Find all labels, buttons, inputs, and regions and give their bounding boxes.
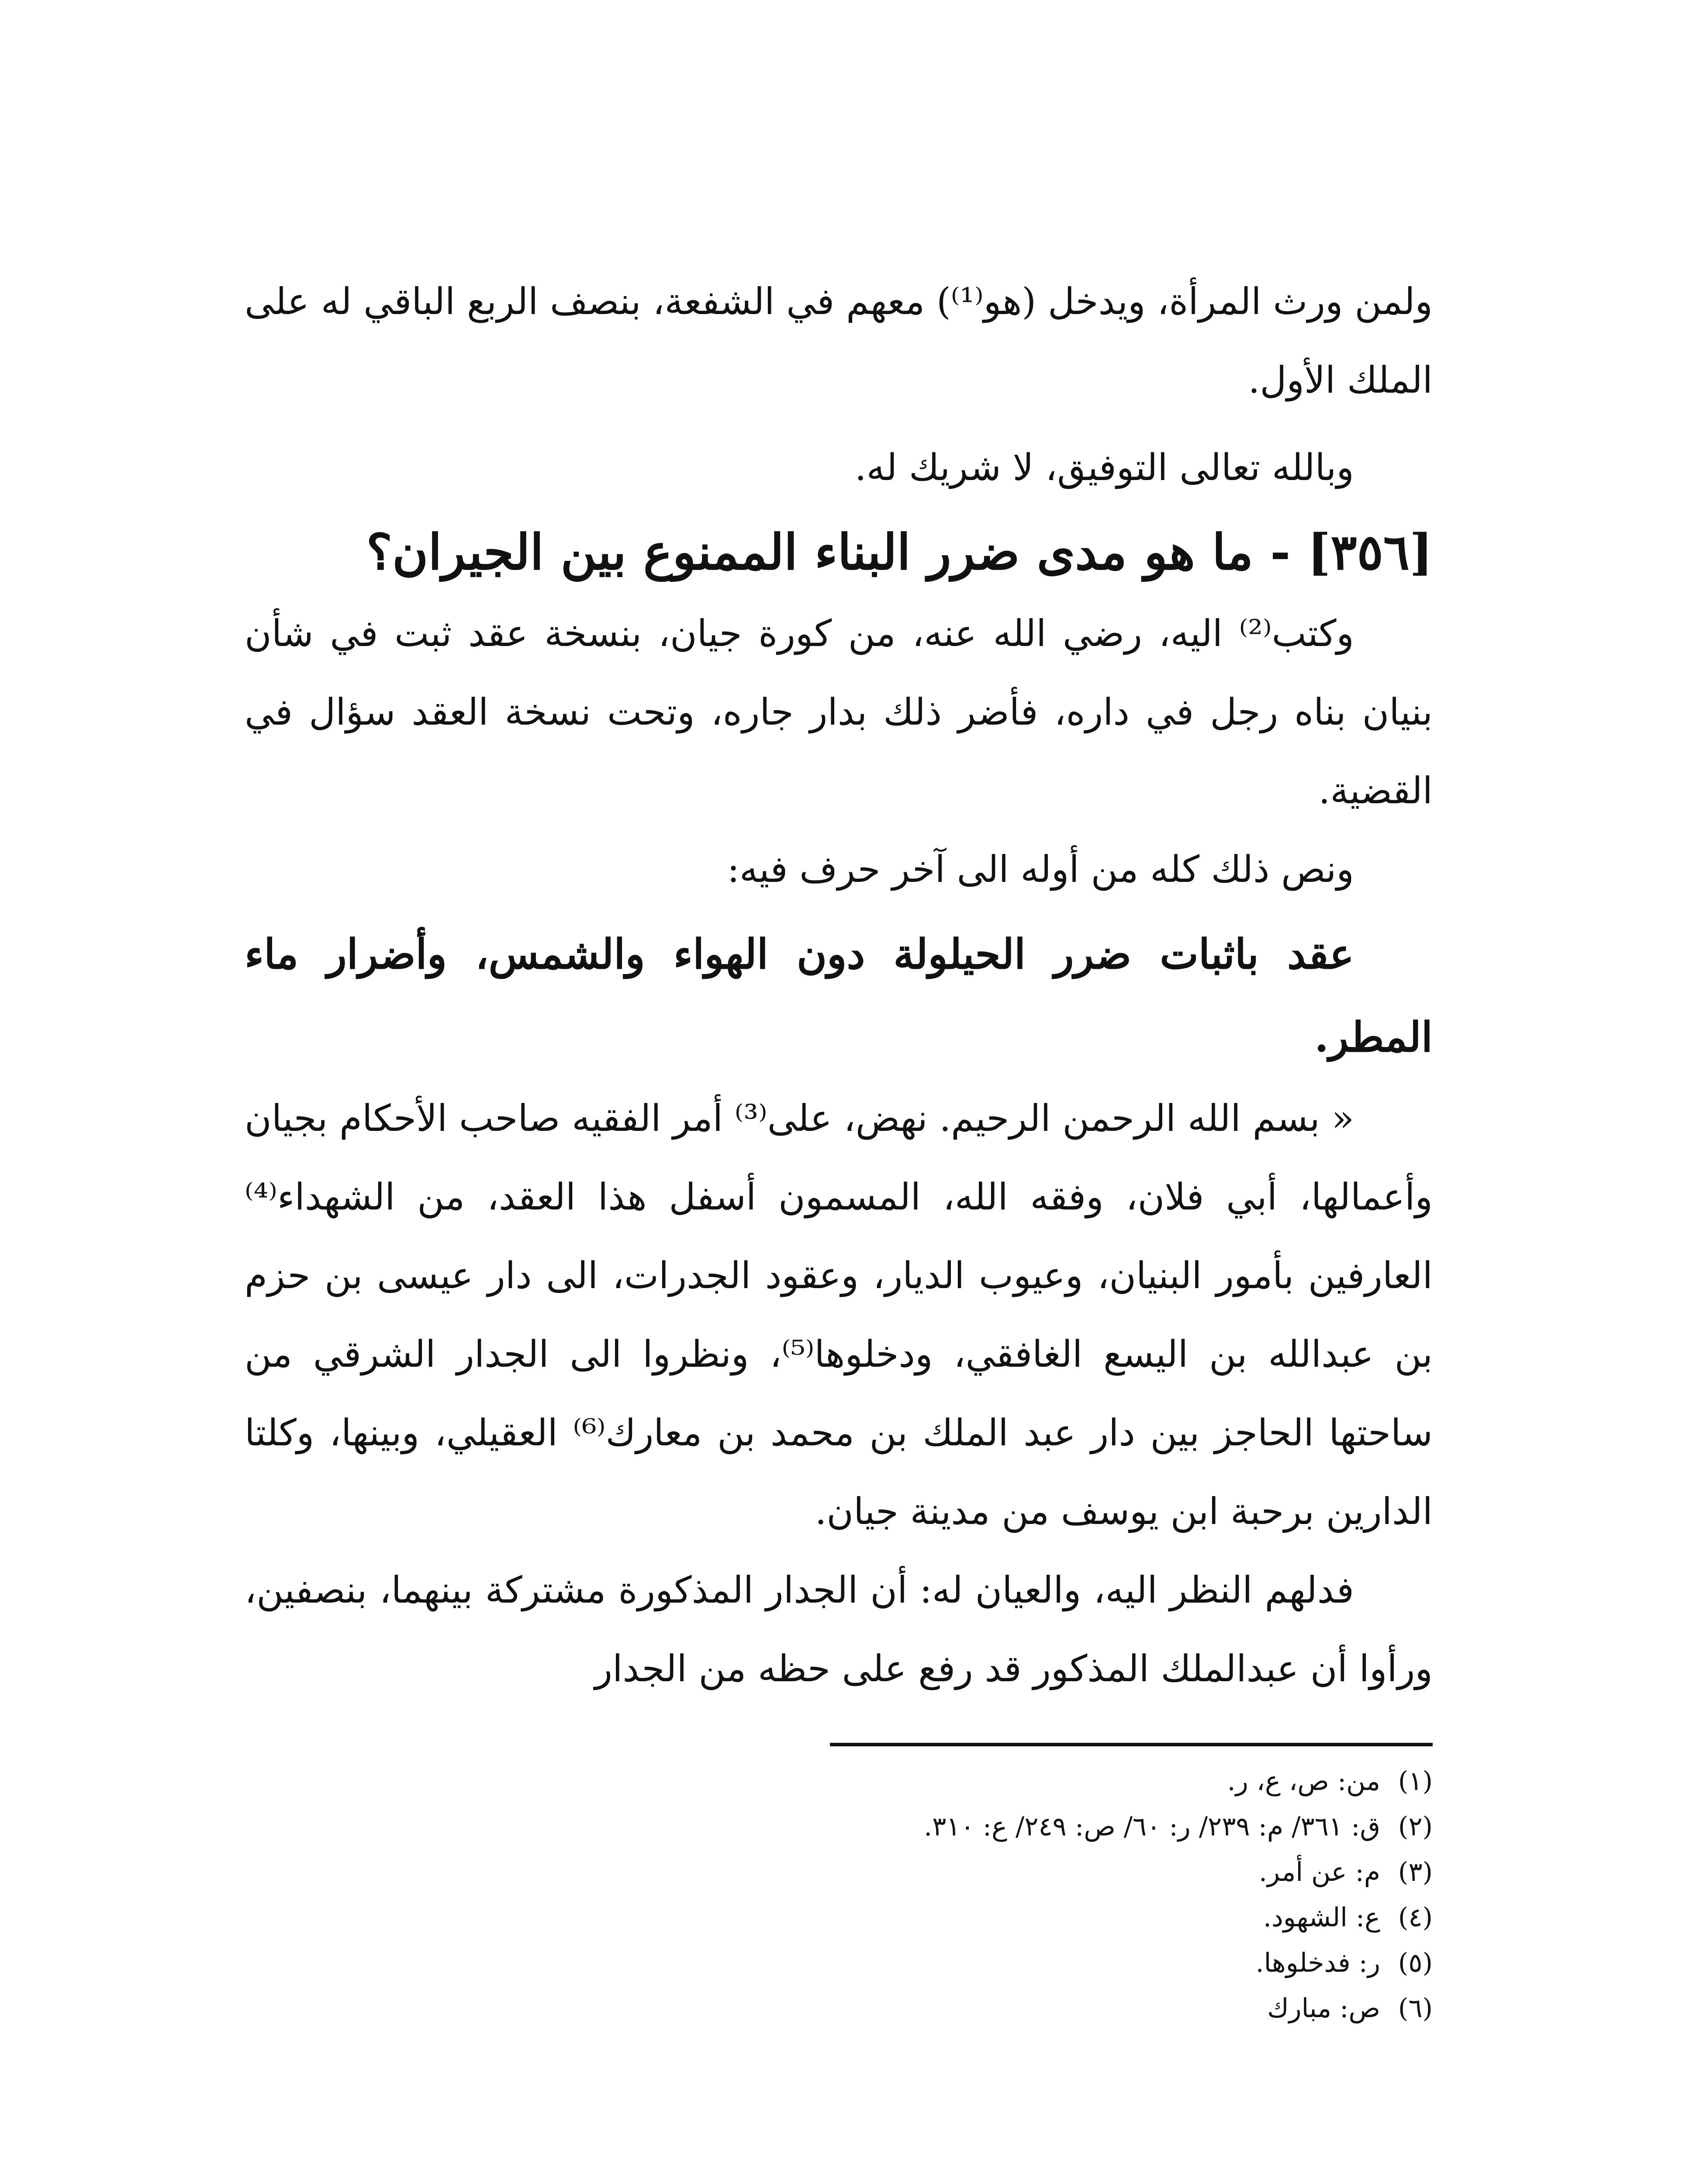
deed-title: عقد باثبات ضرر الحيلولة دون الهواء والشمس، وأضرار ماء المطر. bbox=[245, 930, 1433, 1061]
footnote-text: ص: مبارك bbox=[1267, 1993, 1380, 2024]
deed-body-paragraph: « بسم الله الرحمن الرحيم. نهض، على⁽³⁾ أمر الفقيه صاحب الأحكام بجيان وأعمالها، أبي فلان، وفقه الله، المسمون أسفل هذا العقد، من الشهداء⁽⁴⁾ العارفين بأمور البنيان، وعيوب الديار، وعقود الجدرات، الى دار عيسى بن حزم بن عبدالله بن اليسع الغافقي، ودخلوها⁽⁵⁾، ونظروا الى الجدار الشرقي من ساحتها الحاجز بين دار عبد الملك بن محمد بن معارك⁽⁶⁾ العقيلي، وبينها، وكلتا الدارين برحبة ابن يوسف من مدينة جيان. bbox=[245, 1097, 1433, 1533]
book-page bbox=[245, 262, 1433, 2184]
footnote-6 bbox=[245, 1986, 1433, 2031]
footnote-text: ر: فدخلوها. bbox=[1255, 1948, 1380, 1978]
footnote-number: (٥) bbox=[1398, 1948, 1433, 1978]
footnote-2 bbox=[245, 1804, 1433, 1849]
footnote-4 bbox=[245, 1895, 1433, 1940]
footnote-separator bbox=[830, 1743, 1433, 1746]
footnote-5 bbox=[245, 1940, 1433, 1986]
closing-invocation: وبالله تعالى التوفيق، لا شريك له. bbox=[854, 446, 1354, 489]
finding-paragraph: فدلهم النظر اليه، والعيان له: أن الجدار المذكورة مشتركة بينهما، بنصفين، ورأوا أن عبدالملك المذكور قد رفع على حظه من الجدار bbox=[245, 1569, 1433, 1690]
footnote-number: (٤) bbox=[1398, 1902, 1433, 1933]
footnote-text: ع: الشهود. bbox=[1263, 1902, 1380, 1933]
footnote-number: (٦) bbox=[1398, 1993, 1433, 2024]
footnote-1 bbox=[245, 1759, 1433, 1804]
footnote-number: (١) bbox=[1398, 1766, 1433, 1797]
question-heading: [٣٥٦] - ما هو مدى ضرر البناء الممنوع بين الجيران؟ bbox=[366, 524, 1433, 581]
letter-paragraph: وكتب⁽²⁾ اليه، رضي الله عنه، من كورة جيان، بنسخة عقد ثبت في شأن بنيان بناه رجل في داره، فأضر ذلك بدار جاره، وتحت نسخة العقد سؤال في القضية. bbox=[245, 612, 1433, 812]
footnote-number: (٢) bbox=[1398, 1811, 1433, 1842]
footnote-text: م: عن أمر. bbox=[1259, 1857, 1380, 1887]
footnote-3 bbox=[245, 1849, 1433, 1895]
intro-paragraph: ولمن ورث المرأة، ويدخل (هو⁽¹⁾) معهم في الشفعة، بنصف الربع الباقي له على الملك الأول. bbox=[245, 280, 1433, 401]
footnotes bbox=[245, 1759, 1433, 2031]
footnote-number: (٣) bbox=[1398, 1857, 1433, 1887]
footnote-text: من: ص، ع، ر. bbox=[1227, 1766, 1380, 1797]
text-note-paragraph: ونص ذلك كله من أوله الى آخر حرف فيه: bbox=[727, 848, 1354, 891]
footnote-text: ق: ٣٦١/ م: ٢٣٩/ ر: ٦٠/ ص: ٢٤٩/ ع: ٣١٠. bbox=[924, 1811, 1380, 1842]
